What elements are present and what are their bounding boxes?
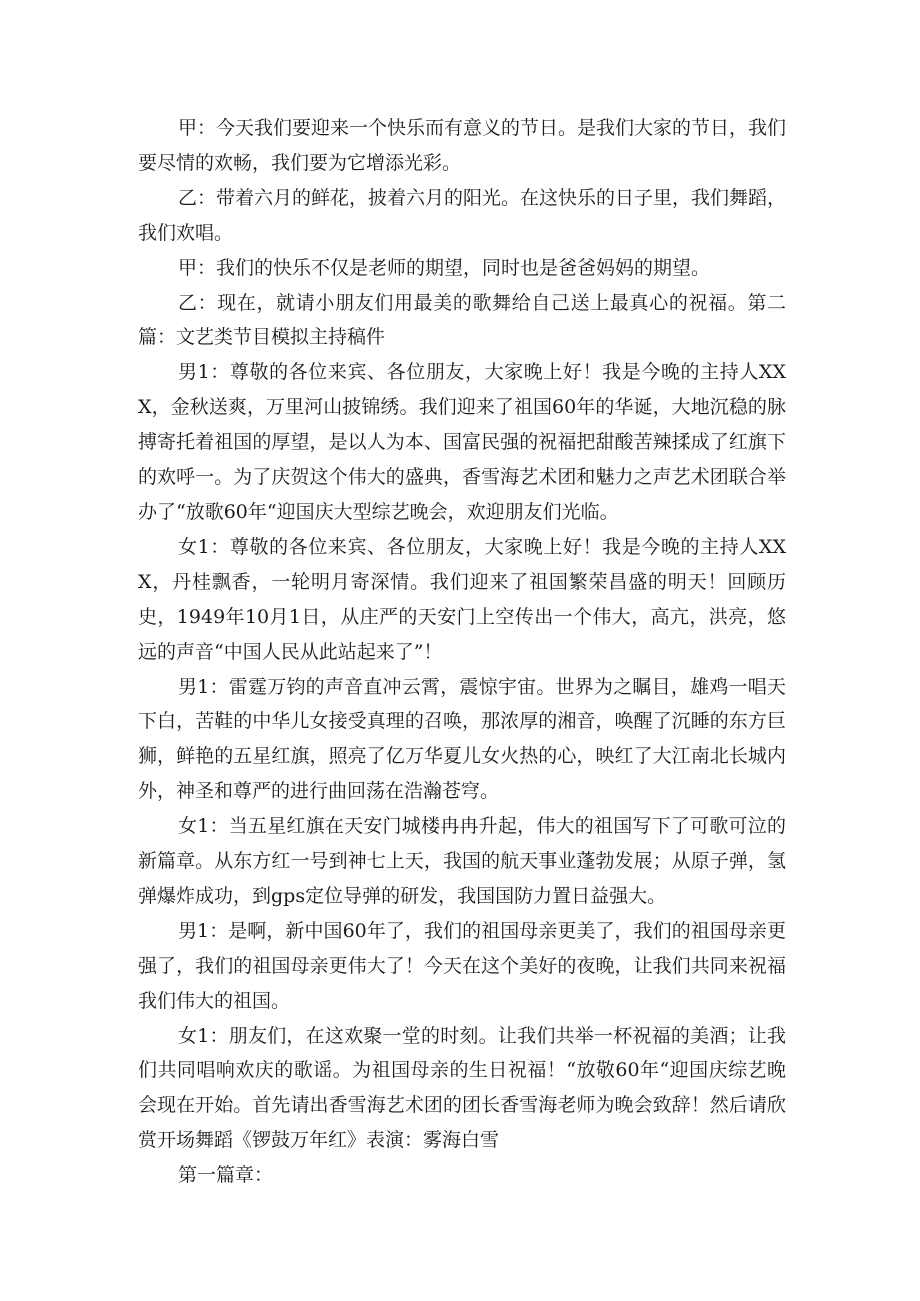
document-body: [138, 111, 786, 1193]
paragraph-male-2: 男1：雷霆万钧的声音直冲云霄，震惊宇宙。世界为之瞩目，雄鸡一唱天下白，苦鞋的中华儿女接受真理的召唤，那浓厚的湘音，唤醒了沉睡的东方巨狮，鲜艳的五星红旗，照亮了亿万华夏儿女火热的心，映红了大江南北长城内外，神圣和尊严的进行曲回荡在浩瀚苍穹。: [138, 675, 786, 803]
paragraph-male-1: 男1：尊敬的各位来宾、各位朋友，大家晚上好！我是今晚的主持人XXX，金秋送爽，万里河山披锦绣。我们迎来了祖国60年的华诞，大地沉稳的脉搏寄托着祖国的厚望，是以人为本、国富民强的祝福把甜酸苦辣揉成了红旗下的欢呼一。为了庆贺这个伟大的盛典，香雪海艺术团和魅力之声艺术团联合举办了“放歌60年“迎国庆大型综艺晚会，欢迎朋友们光临。: [138, 361, 786, 523]
paragraph-female-1: 女1：尊敬的各位来宾、各位朋友，大家晚上好！我是今晚的主持人XXX，丹桂飘香，一轮明月寄深情。我们迎来了祖国繁荣昌盛的明天！回顾历史，1949年10月1日，从庄严的天安门上空传出一个伟大，高亢，洪亮，悠远的声音“中国人民从此站起来了”！: [138, 535, 786, 663]
paragraph-female-2: 女1：当五星红旗在天安门城楼冉冉升起，伟大的祖国写下了可歌可泣的新篇章。从东方红一号到神七上天，我国的航天事业蓬勃发展；从原子弹，氢弹爆炸成功，到gps定位导弹的研发，我国国防力置日益强大。: [138, 815, 786, 907]
paragraph-female-3: 女1：朋友们，在这欢聚一堂的时刻。让我们共举一杯祝福的美酒；让我们共同唱响欢庆的歌谣。为祖国母亲的生日祝福！“放敬60年“迎国庆综艺晚会现在开始。首先请出香雪海艺术团的团长香雪海老师为晚会致辞！然后请欣赏开场舞蹈《锣鼓万年红》表演：雾海白雪: [138, 1024, 786, 1152]
paragraph-chapter-heading: 第一篇章：: [178, 1164, 274, 1187]
paragraph-male-3: 男1：是啊，新中国60年了，我们的祖国母亲更美了，我们的祖国母亲更强了，我们的祖国母亲更伟大了！今天在这个美好的夜晚，让我们共同来祝福我们伟大的祖国。: [138, 919, 786, 1012]
paragraph-yi-1: 乙：带着六月的鲜花，披着六月的阳光。在这快乐的日子里，我们舞蹈，我们欢唱。: [138, 186, 787, 244]
paragraph-jia-2: 甲：我们的快乐不仅是老师的期望，同时也是爸爸妈妈的期望。: [178, 256, 711, 279]
paragraph-jia-1: 甲：今天我们要迎来一个快乐而有意义的节日。是我们大家的节日，我们要尽情的欢畅，我们要为它增添光彩。: [138, 117, 787, 174]
paragraph-yi-2: 乙：现在，就请小朋友们用最美的歌舞给自己送上最真心的祝福。第二篇：文艺类节目模拟主持稿件: [138, 291, 786, 349]
